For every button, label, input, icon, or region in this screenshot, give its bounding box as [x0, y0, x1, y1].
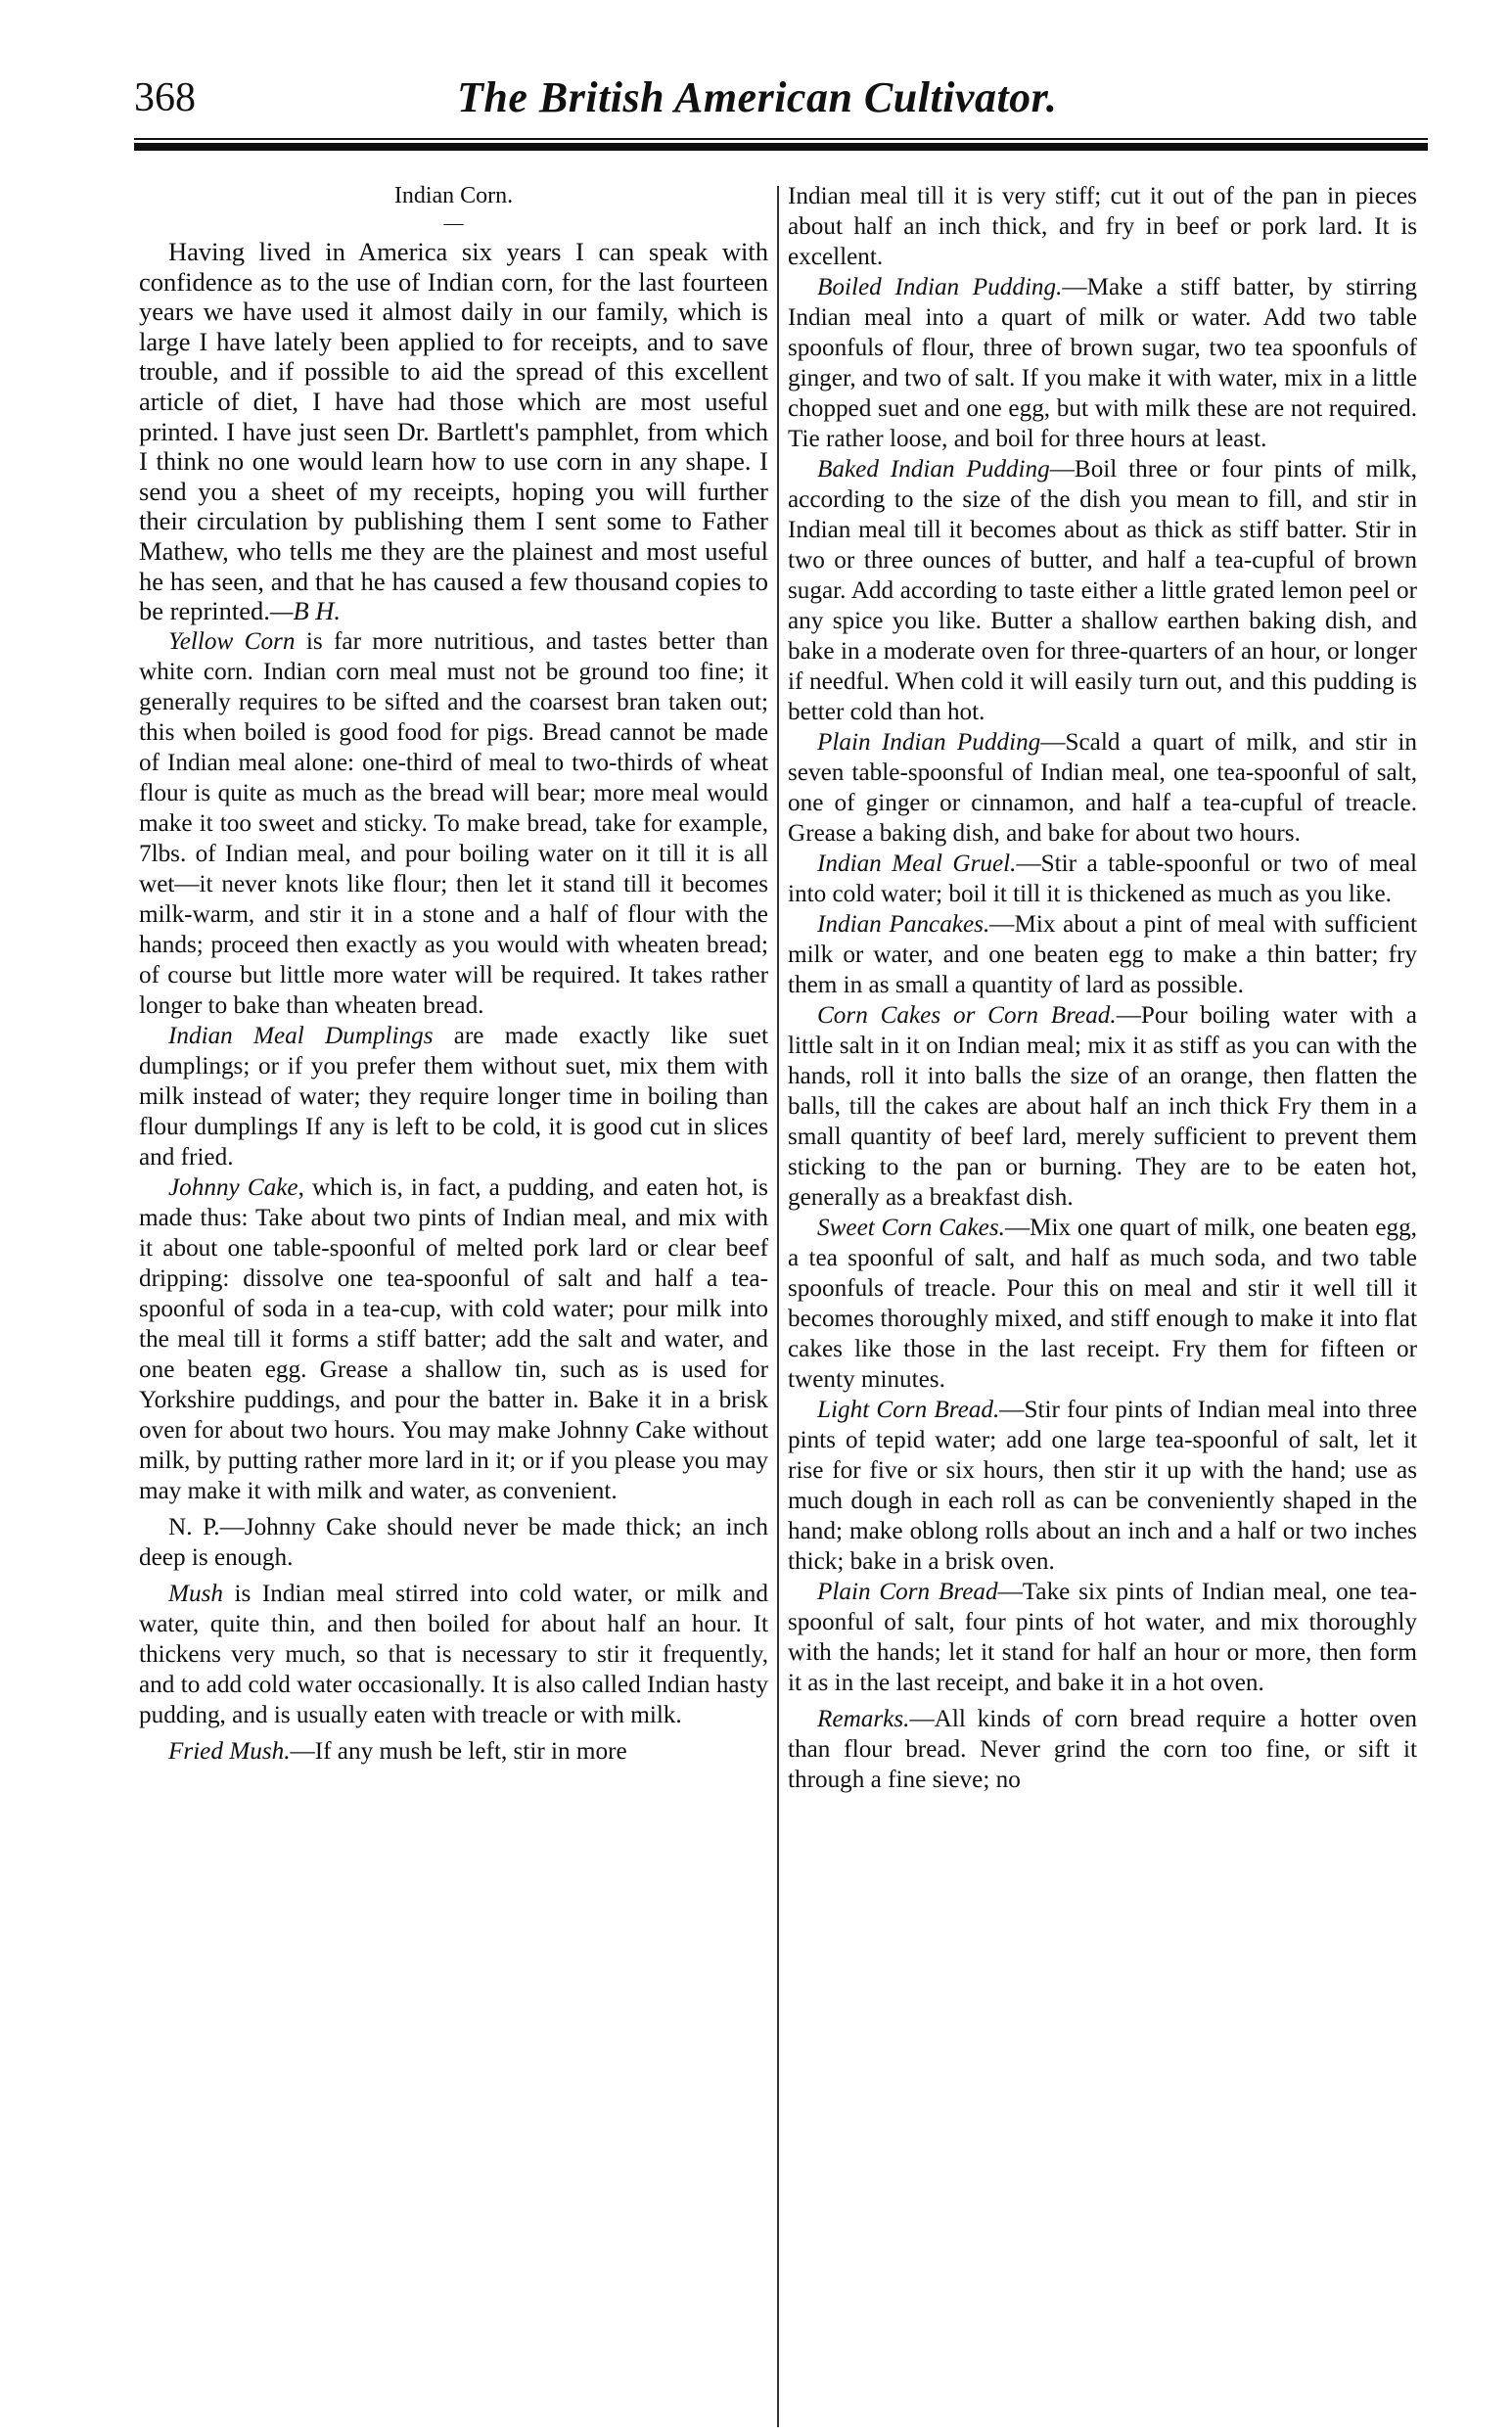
- article-intro: [139, 237, 768, 626]
- signature: —B H.: [269, 596, 342, 626]
- recipe-title: Johnny Cake: [168, 1173, 298, 1201]
- recipe-text: , which is, in fact, a pudding, and eaten hot, is made thus: Take about two pints of Indian meal, and mix with it about one table-spoonful of melted pork lard or clear beef dripping: dissolve one tea-spoonful of salt and half a tea-spoonful of soda in a tea-cup, with cold water; pour milk into the meal till it forms a stiff batter; add the salt and water, and one beaten egg. Grease a shallow tin, such as is used for Yorkshire puddings, and pour the batter in. Bake it in a brisk oven for about two hours. You may make Johnny Cake without milk, by putting rather more lard in it; or if you please you may may make it with milk and water, as convenient.: [139, 1173, 768, 1504]
- recipe-text: —Stir a table-spoonful or two of meal into cold water; boil it till it is thickened as much as you like.: [788, 850, 1417, 907]
- recipe-title: Corn Cakes or Corn Bread.: [817, 1002, 1117, 1029]
- header-rule-thin: [134, 138, 1428, 140]
- recipe-paragraph: [788, 909, 1417, 1000]
- recipe-paragraph: [139, 1021, 768, 1172]
- recipe-paragraph: [788, 849, 1417, 909]
- recipe-text: Indian meal till it is very stiff; cut it out of the pan in pieces about half an inch thick, and fry in beef or pork lard. It is excellent.: [788, 183, 1417, 270]
- recipe-text: —All kinds of corn bread require a hotter oven than flour bread. Never grind the corn too fine, or sift it through a fine sieve; no: [788, 1706, 1417, 1793]
- recipe-title: Remarks.: [817, 1706, 910, 1732]
- recipe-paragraph: [788, 1213, 1417, 1395]
- recipe-paragraph: [788, 181, 1417, 272]
- recipe-paragraph: [788, 454, 1417, 727]
- recipe-title: Indian Meal Gruel.: [817, 850, 1017, 877]
- recipe-title: Sweet Corn Cakes.: [817, 1215, 1005, 1241]
- recipe-paragraph: [788, 1000, 1417, 1213]
- recipe-text: —If any mush be left, stir in more: [290, 1737, 627, 1765]
- journal-title: The British American Cultivator.: [457, 73, 1058, 121]
- page-number: 368: [134, 75, 196, 120]
- recipe-title: Indian Pancakes.: [817, 911, 990, 938]
- recipe-title: Boiled Indian Pudding.: [817, 274, 1063, 300]
- article-heading: Indian Corn.: [393, 183, 514, 208]
- heading-dash: —: [443, 212, 464, 234]
- recipe-title: Fried Mush.: [168, 1737, 291, 1765]
- note-paragraph: [139, 1512, 768, 1573]
- recipe-text: are made exactly like suet dumplings; or if you prefer them without suet, mix them with milk instead of water; they require longer time in boiling than flour dumplings If any is left to be cold, it is good cut in slices and fried.: [139, 1022, 768, 1171]
- recipe-title: Baked Indian Pudding: [817, 456, 1050, 483]
- recipe-paragraph: [139, 626, 768, 1021]
- remarks-paragraph: [788, 1704, 1417, 1795]
- recipe-text: N. P.—Johnny Cake should never be made thick; an inch deep is enough.: [139, 1513, 768, 1571]
- recipe-text: is far more nutritious, and tastes better than white corn. Indian corn meal must not be ground too fine; it generally requires to be sifted and the coarsest bran taken out; this when boiled is good food for pigs. Bread cannot be made of Indian meal alone: one-third of meal to two-thirds of wheat flour is quite as much as the bread will bear; more meal would make it too sweet and sticky. To make bread, take for example, 7lbs. of Indian meal, and pour boiling water on it till it is all wet—it never knots like flour; then let it stand till it becomes milk-warm, and stir it in a stone and a half of flour with the hands; proceed then exactly as you would with wheaten bread; of course but little more water will be required. It takes rather longer to bake than wheaten bread.: [139, 627, 768, 1019]
- page-header: [134, 70, 1416, 139]
- recipe-title: Plain Indian Pudding: [817, 729, 1041, 756]
- recipe-paragraph: [139, 1736, 768, 1767]
- recipe-text: —Mix one quart of milk, one beaten egg, a tea spoonful of salt, and half as much soda, and two table spoonfuls of treacle. Pour this on meal and stir it well till it becomes thoroughly mixed, and stiff enough to make it into flat cakes like those in the last receipt. Fry them for fifteen or twenty minutes.: [788, 1215, 1417, 1393]
- recipe-text: —Boil three or four pints of milk, according to the size of the dish you mean to fill, and stir in Indian meal till it becomes about as thick as stiff batter. Stir in two or three ounces of butter, and half a tea-cupful of brown sugar. Add according to taste either a little grated lemon peel or any spice you like. Butter a shallow earthen baking dish, and bake in a moderate oven for three-quarters of an hour, or longer if needful. When cold it will easily turn out, and this pudding is better cold than hot.: [788, 456, 1418, 725]
- recipe-title: Mush: [168, 1580, 223, 1607]
- recipe-paragraph: [788, 1395, 1417, 1577]
- recipe-text: —Mix about a pint of meal with sufficient milk or water, and one beaten egg to make a thin batter; fry them in as small a quantity of lard as possible.: [788, 911, 1417, 998]
- recipe-text: —Stir four pints of Indian meal into three pints of tepid water; add one large tea-spoonful of salt, let it rise for five or six hours, then stir it up with the hand; use as much dough in each roll as can be conveniently shaped in the hand; make oblong rolls about an inch and a half or two inches thick; bake in a brisk oven.: [788, 1397, 1417, 1575]
- column-divider: [777, 186, 779, 2427]
- header-rule: [134, 143, 1428, 151]
- recipe-paragraph: [139, 1579, 768, 1730]
- recipe-paragraph: [788, 272, 1417, 454]
- recipe-paragraph: [788, 1577, 1417, 1698]
- recipe-title: Plain Corn Bread: [817, 1579, 998, 1605]
- recipe-text: —Make a stiff batter, by stirring Indian meal into a quart of milk or water. Add two table spoonfuls of flour, three of brown sugar, two tea spoonfuls of ginger, and two of salt. If you make it with water, mix in a little chopped suet and one egg, but with milk these are not required. Tie rather loose, and boil for three hours at least.: [788, 274, 1417, 452]
- recipe-text: —Take six pints of Indian meal, one tea-spoonful of salt, four pints of hot water, and mix thoroughly with the hands; let it stand for half an hour or more, then form it as in the last receipt, and bake it in a hot oven.: [788, 1579, 1417, 1696]
- recipe-title: Indian Meal Dumplings: [168, 1022, 434, 1049]
- recipe-text: —Pour boiling water with a little salt in it on Indian meal; mix it as stiff as you can with the hands, roll it into balls the size of an orange, then flatten the balls, till the cakes are about half an inch thick Fry them in a small quantity of beef lard, merely sufficient to prevent them sticking to the pan or burning. They are to be eaten hot, generally as a breakfast dish.: [788, 1002, 1417, 1211]
- intro-text: Having lived in America six years I can speak with confidence as to the use of Indian corn, for the last fourteen years we have used it almost daily in our family, which is large I have lately been applied to for receipts, and to save trouble, and if possible to aid the spread of this excellent article of diet, I have had those which are most useful printed. I have just seen Dr. Bartlett's pamphlet, from which I think no one would learn how to use corn in any shape. I send you a sheet of my receipts, hoping you will further their circulation by publishing them I sent some to Father Mathew, who tells me they are the plainest and most useful he has seen, and that he has caused a few thousand copies to be reprinted.: [139, 237, 768, 626]
- recipe-text: —Scald a quart of milk, and stir in seven table-spoonsful of Indian meal, one tea-spoonful of salt, one of ginger or cinnamon, and half a tea-cupful of treacle. Grease a baking dish, and bake for about two hours.: [788, 729, 1417, 847]
- recipe-title: Light Corn Bread.: [817, 1397, 1000, 1423]
- right-column: [788, 181, 1417, 1795]
- recipe-text: is Indian meal stirred into cold water, or milk and water, quite thin, and then boiled for about half an hour. It thickens very much, so that is necessary to stir it frequently, and to add cold water occasionally. It is also called Indian hasty pudding, and is usually eaten with treacle or with milk.: [139, 1580, 768, 1728]
- recipe-paragraph: [139, 1172, 768, 1506]
- recipe-paragraph: [788, 727, 1417, 849]
- left-column: [139, 181, 768, 1767]
- recipe-title: Yellow Corn: [168, 627, 296, 655]
